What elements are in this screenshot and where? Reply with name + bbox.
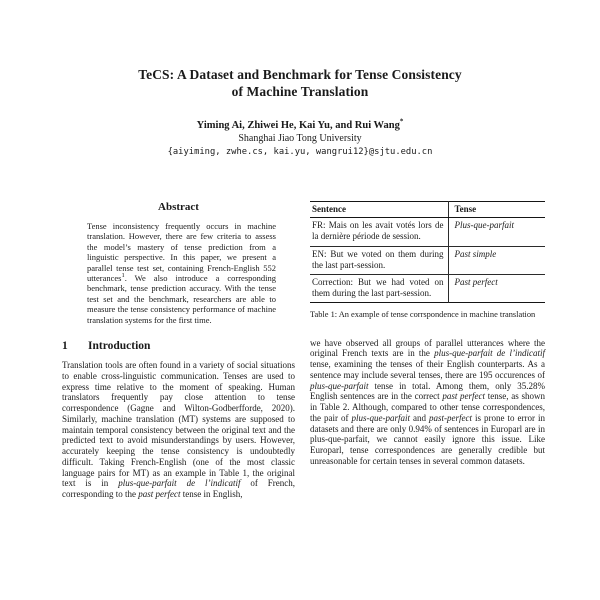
- table-cell-tense: Past perfect: [454, 277, 498, 288]
- intro-paragraph: Translation tools are often found in a variety of social situations to enable cross-linguistic communication. Tenses are used to express time relative to the moment of speaking. Human translators frequently pay close attention to tense correspondence (Gagne and Wilton-Godberfforde, 2020). Similarly, machine translation (MT) systems are supposed to maintain temporal consistency between the original text and the predicted text to avoid misunderstandings by users. However, accurately keeping the tense consistency is undoubtedly difficult. Taking French-English (one of the most classic language pairs for MT) as an example in Table 1, the original text is in plus-que-parfait de l’indicatif of French, corresponding to the past perfect tense in English,: [62, 360, 295, 500]
- page-title: [0, 66, 600, 100]
- table-cell-tense: Plus-que-parfait: [448, 218, 545, 246]
- table-header-sentence: Sentence: [310, 202, 448, 218]
- author-line: [0, 117, 600, 131]
- section-number: 1: [62, 340, 68, 353]
- table-1: [310, 201, 545, 303]
- table-cell-sentence: EN: But we voted on them during the last part-session.: [310, 246, 448, 274]
- table-row: [310, 275, 545, 303]
- title-line-2: of Machine Translation: [231, 84, 369, 99]
- left-column: [62, 201, 295, 500]
- author-footnote-marker: *: [399, 117, 404, 126]
- table-cell-sentence: Correction: But we had voted on them during the last part-session.: [310, 275, 448, 303]
- table-cell-tense: Past simple: [448, 246, 545, 274]
- title-line-1: TeCS: A Dataset and Benchmark for Tense Consistency: [138, 67, 462, 82]
- section-title: Introduction: [88, 340, 151, 353]
- table-header-row: [310, 202, 545, 218]
- table-row: [310, 246, 545, 274]
- author-names: Yiming Ai, Zhiwei He, Kai Yu, and Rui Wang: [196, 120, 400, 131]
- abstract-heading: Abstract: [158, 201, 199, 213]
- paper-header: [0, 66, 600, 157]
- affiliation: Shanghai Jiao Tong University: [238, 133, 362, 144]
- table-cell-sentence: FR: Mais on les avait votés lors de la dernière période de session.: [310, 218, 448, 246]
- abstract-text: Tense inconsistency frequently occurs in machine translation. However, there are few criteria to assess the model’s mastery of tense prediction from a linguistic perspective. In this paper, we present a parallel tense test set, containing French-English 552 utterances$^1$. We also introduce a corresponding benchmark, tense prediction accuracy. With the tense test set and the benchmark, researchers are able to measure the tense consistency performance of machine translation systems for the first time.: [87, 221, 276, 325]
- table-header-tense: Tense: [448, 202, 545, 218]
- right-column: [310, 201, 545, 467]
- right-column-paragraph: we have observed all groups of parallel utterances where the original French texts are in the plus-que-parfait de l’indicatif tense, examining the tenses of their English counterparts. As a sentence may include several tenses, there are 195 occurences of plus-que-parfait tense in total. Among them, only 35.28% English sentences are in the correct past perfect tense, as shown in Table 2. Although, compared to other tense correspondences, the pair of plus-que-parfait and past-perfect is prone to error in datasets and there are only 0.94% of sentences in Europarl are in plus-que-parfait, we cannot easily ignore this issue. Like Europarl, tense correspondences are generally credible but unreasonable for certain tenses in several common datasets.: [310, 337, 546, 466]
- table-caption: Table 1: An example of tense corrspondence in machine translation: [310, 310, 536, 320]
- table-row: [310, 218, 545, 246]
- section-heading-introduction: [62, 340, 295, 352]
- email-line: {aiyiming, zwhe.cs, kai.yu, wangrui12}@sjtu.edu.cn: [167, 147, 433, 157]
